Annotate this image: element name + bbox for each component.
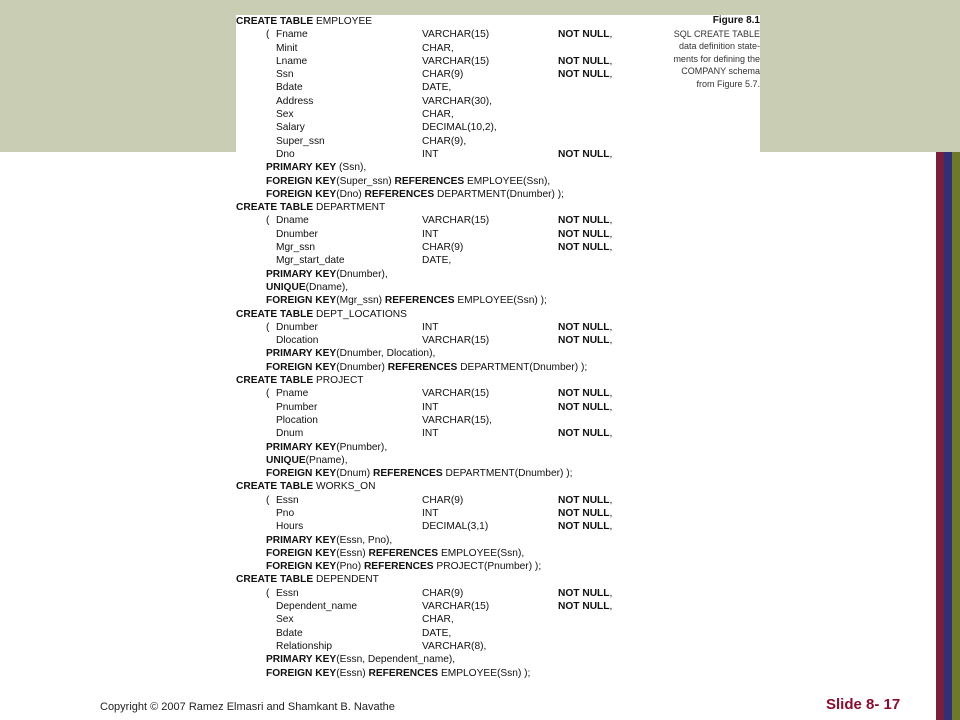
column-type: DATE, — [422, 82, 452, 94]
sql-line — [236, 560, 636, 573]
column-type: CHAR, — [422, 614, 454, 626]
sql-text: (Dno) — [336, 188, 365, 200]
sql-punctuation: , — [609, 494, 613, 506]
sql-text: (Essn) — [336, 667, 369, 679]
sql-line — [236, 401, 636, 414]
sql-statement — [236, 15, 372, 28]
column-name: Dname — [276, 215, 309, 227]
column-name: Relationship — [276, 640, 333, 652]
sql-line — [236, 454, 636, 467]
sql-keyword: FOREIGN KEY — [266, 175, 337, 187]
sql-line — [236, 374, 636, 387]
sql-text: EMPLOYEE(Ssn) ); — [454, 295, 547, 307]
sql-statement — [266, 268, 388, 281]
sql-line — [236, 494, 636, 507]
column-type: INT — [422, 428, 439, 440]
sql-code-block — [236, 15, 636, 680]
sql-line — [236, 547, 636, 560]
sql-keyword: CREATE TABLE — [236, 574, 314, 586]
sql-line — [236, 640, 636, 653]
sql-keyword: NOT NULL — [558, 601, 610, 613]
sql-keyword: PRIMARY KEY — [266, 162, 337, 174]
sql-keyword: FOREIGN KEY — [266, 361, 337, 373]
sql-text: DEPARTMENT(Dnumber) ); — [442, 468, 573, 480]
sql-line — [236, 294, 636, 307]
sql-keyword: NOT NULL — [558, 401, 610, 413]
sql-keyword: NOT NULL — [558, 228, 610, 240]
sql-text: (Super_ssn) — [336, 175, 395, 187]
sql-text: (Pname), — [305, 454, 348, 466]
column-name: Sex — [276, 614, 294, 626]
sql-keyword: FOREIGN KEY — [266, 561, 337, 573]
sql-statement — [236, 201, 385, 214]
sql-statement — [266, 547, 524, 560]
column-name: Essn — [276, 587, 299, 599]
column-name: Pnumber — [276, 401, 318, 413]
sql-keyword: REFERENCES — [394, 175, 465, 187]
sql-line — [236, 321, 636, 334]
column-name: Mgr_start_date — [276, 255, 345, 267]
sql-line — [236, 28, 636, 41]
sql-line — [236, 108, 636, 121]
sql-keyword: NOT NULL — [558, 507, 610, 519]
sql-line — [236, 507, 636, 520]
caption-line: ments for defining the — [673, 53, 760, 64]
sql-text: (Dname), — [305, 281, 349, 293]
sql-line — [236, 467, 636, 480]
column-type: INT — [422, 148, 439, 160]
sql-text: (Ssn), — [336, 162, 367, 174]
sql-keyword: PRIMARY KEY — [266, 268, 337, 280]
sql-statement — [266, 534, 392, 547]
sql-punctuation: , — [609, 335, 613, 347]
sql-line — [236, 387, 636, 400]
column-name: Dnum — [276, 428, 304, 440]
sql-line — [236, 121, 636, 134]
column-name: Minit — [276, 42, 298, 54]
not-null-constraint — [558, 387, 612, 400]
not-null-constraint — [558, 587, 612, 600]
sql-line — [236, 268, 636, 281]
sql-punctuation: , — [609, 428, 613, 440]
sql-line — [236, 667, 636, 680]
column-type: VARCHAR(15) — [422, 29, 490, 41]
sql-line — [236, 347, 636, 360]
sql-keyword: FOREIGN KEY — [266, 295, 337, 307]
sql-line — [236, 254, 636, 267]
sql-text: (Essn) — [336, 547, 369, 559]
sql-keyword: REFERENCES — [364, 188, 435, 200]
sql-keyword: PRIMARY KEY — [266, 348, 337, 360]
column-name: Sex — [276, 109, 294, 121]
sql-statement — [236, 573, 379, 586]
sql-keyword: NOT NULL — [558, 587, 610, 599]
column-name: Pno — [276, 507, 295, 519]
sql-punctuation: , — [609, 215, 613, 227]
copyright-text: Copyright © 2007 Ramez Elmasri and Shamkant B. Navathe — [100, 701, 395, 713]
sql-statement — [266, 441, 387, 454]
sql-text: EMPLOYEE — [313, 16, 373, 27]
column-name: Address — [276, 95, 314, 107]
sql-statement — [236, 480, 375, 493]
column-type: VARCHAR(15) — [422, 335, 490, 347]
column-type: CHAR, — [422, 42, 454, 54]
sql-text: (Essn, Pno), — [336, 534, 393, 546]
not-null-constraint — [558, 494, 612, 507]
sql-keyword: NOT NULL — [558, 521, 610, 533]
column-type: CHAR(9), — [422, 135, 467, 147]
column-type: VARCHAR(15) — [422, 601, 490, 613]
sql-keyword: REFERENCES — [387, 361, 458, 373]
sql-text: (Pnumber), — [336, 441, 388, 453]
sql-statement — [266, 294, 547, 307]
sql-text: WORKS_ON — [313, 481, 376, 493]
sql-line — [236, 653, 636, 666]
sql-text: DEPARTMENT(Dnumber) ); — [457, 361, 588, 373]
column-type: CHAR(9) — [422, 69, 464, 81]
sql-keyword: REFERENCES — [368, 667, 439, 679]
sql-statement — [236, 374, 364, 387]
column-type: VARCHAR(15) — [422, 55, 490, 67]
sql-line — [236, 414, 636, 427]
sql-statement — [266, 188, 564, 201]
sql-line — [236, 600, 636, 613]
sql-punctuation: , — [609, 388, 613, 400]
sql-line — [236, 573, 636, 586]
sql-text: EMPLOYEE(Ssn) ); — [438, 667, 531, 679]
caption-line: COMPANY schema — [681, 66, 760, 77]
sql-keyword: PRIMARY KEY — [266, 654, 337, 666]
open-paren: ( — [266, 494, 270, 506]
sql-punctuation: , — [609, 401, 613, 413]
sql-line — [236, 175, 636, 188]
sql-text: DEPENDENT — [313, 574, 379, 586]
column-name: Bdate — [276, 627, 303, 639]
sql-punctuation: , — [609, 321, 613, 333]
sql-keyword: CREATE TABLE — [236, 481, 314, 493]
sql-line — [236, 361, 636, 374]
column-type: CHAR(9) — [422, 494, 464, 506]
sql-line — [236, 427, 636, 440]
sql-statement — [236, 308, 407, 321]
column-name: Dependent_name — [276, 601, 357, 613]
caption-line: from Figure 5.7. — [696, 78, 760, 89]
sql-punctuation: , — [609, 29, 613, 41]
not-null-constraint — [558, 55, 612, 68]
column-name: Lname — [276, 55, 308, 67]
sql-keyword: FOREIGN KEY — [266, 188, 337, 200]
column-name: Dnumber — [276, 321, 318, 333]
not-null-constraint — [558, 520, 612, 533]
column-type: CHAR, — [422, 109, 454, 121]
sql-keyword: NOT NULL — [558, 29, 610, 41]
sql-line — [236, 627, 636, 640]
sql-figure — [236, 15, 760, 690]
sql-text: PROJECT — [313, 375, 364, 387]
column-type: VARCHAR(15) — [422, 215, 490, 227]
not-null-constraint — [558, 334, 612, 347]
sql-text: DEPT_LOCATIONS — [313, 308, 407, 320]
sql-keyword: NOT NULL — [558, 321, 610, 333]
caption-line: SQL CREATE TABLE — [673, 28, 760, 39]
column-name: Fname — [276, 29, 308, 41]
sql-text: (Dnumber) — [336, 361, 388, 373]
sql-line — [236, 95, 636, 108]
not-null-constraint — [558, 28, 612, 41]
column-type: DATE, — [422, 255, 452, 267]
sql-punctuation: , — [609, 69, 613, 81]
decorative-stripes — [936, 152, 960, 720]
not-null-constraint — [558, 214, 612, 227]
stripe-3 — [952, 152, 960, 720]
sql-line — [236, 241, 636, 254]
not-null-constraint — [558, 427, 612, 440]
caption-line: data definition state- — [678, 41, 760, 52]
sql-punctuation: , — [609, 587, 613, 599]
column-name: Hours — [276, 521, 304, 533]
sql-line — [236, 308, 636, 321]
sql-statement — [266, 653, 455, 666]
sql-keyword: NOT NULL — [558, 242, 610, 254]
column-name: Bdate — [276, 82, 303, 94]
sql-line — [236, 281, 636, 294]
sql-line — [236, 15, 636, 28]
sql-text: PROJECT(Pnumber) ); — [433, 561, 542, 573]
sql-statement — [266, 281, 348, 294]
sql-text: EMPLOYEE(Ssn), — [438, 547, 525, 559]
not-null-constraint — [558, 148, 612, 161]
sql-keyword: NOT NULL — [558, 428, 610, 440]
sql-text: (Dnumber), — [336, 268, 388, 280]
sql-keyword: FOREIGN KEY — [266, 547, 337, 559]
sql-keyword: NOT NULL — [558, 55, 610, 67]
sql-statement — [266, 361, 587, 374]
sql-text: EMPLOYEE(Ssn), — [464, 175, 551, 187]
sql-line — [236, 135, 636, 148]
column-name: Salary — [276, 122, 305, 134]
column-type: DECIMAL(10,2), — [422, 122, 497, 134]
sql-line — [236, 534, 636, 547]
column-type: DATE, — [422, 627, 452, 639]
sql-statement — [266, 667, 530, 680]
sql-punctuation: , — [609, 601, 613, 613]
not-null-constraint — [558, 228, 612, 241]
sql-keyword: UNIQUE — [266, 454, 306, 466]
column-name: Mgr_ssn — [276, 242, 316, 254]
column-type: VARCHAR(15), — [422, 414, 493, 426]
sql-keyword: NOT NULL — [558, 215, 610, 227]
slide-number: Slide 8- 17 — [826, 696, 901, 713]
sql-statement — [266, 161, 366, 174]
sql-punctuation: , — [609, 148, 613, 160]
caption-title: Figure 8.1 — [712, 15, 760, 26]
sql-line — [236, 228, 636, 241]
open-paren: ( — [266, 388, 270, 400]
column-type: CHAR(9) — [422, 587, 464, 599]
sql-keyword: NOT NULL — [558, 69, 610, 81]
sql-line — [236, 201, 636, 214]
column-type: INT — [422, 228, 439, 240]
sql-statement — [266, 467, 572, 480]
sql-statement — [266, 454, 348, 467]
sql-line — [236, 214, 636, 227]
sql-line — [236, 68, 636, 81]
sql-keyword: REFERENCES — [368, 547, 439, 559]
sql-line — [236, 161, 636, 174]
sql-text: (Dnumber, Dlocation), — [336, 348, 436, 360]
sql-line — [236, 148, 636, 161]
sql-line — [236, 334, 636, 347]
column-type: VARCHAR(8), — [422, 640, 487, 652]
sql-keyword: PRIMARY KEY — [266, 441, 337, 453]
sql-keyword: REFERENCES — [363, 561, 434, 573]
column-name: Plocation — [276, 414, 318, 426]
sql-line — [236, 520, 636, 533]
sql-statement — [266, 175, 550, 188]
sql-keyword: NOT NULL — [558, 494, 610, 506]
open-paren: ( — [266, 321, 270, 333]
sql-line — [236, 81, 636, 94]
stripe-1 — [936, 152, 944, 720]
column-name: Dlocation — [276, 335, 319, 347]
sql-keyword: FOREIGN KEY — [266, 468, 337, 480]
sql-text: (Dnum) — [336, 468, 373, 480]
column-name: Dno — [276, 148, 295, 160]
sql-line — [236, 587, 636, 600]
column-name: Pname — [276, 388, 309, 400]
sql-keyword: REFERENCES — [384, 295, 455, 307]
open-paren: ( — [266, 29, 270, 41]
sql-line — [236, 188, 636, 201]
sql-keyword: CREATE TABLE — [236, 202, 314, 214]
sql-statement — [266, 347, 435, 360]
not-null-constraint — [558, 68, 612, 81]
column-type: CHAR(9) — [422, 242, 464, 254]
open-paren: ( — [266, 215, 270, 227]
column-type: INT — [422, 321, 439, 333]
not-null-constraint — [558, 321, 612, 334]
sql-text: DEPARTMENT(Dnumber) ); — [434, 188, 564, 200]
column-type: INT — [422, 401, 439, 413]
sql-punctuation: , — [609, 521, 613, 533]
sql-keyword: UNIQUE — [266, 281, 306, 293]
sql-text: DEPARTMENT — [313, 202, 386, 214]
sql-keyword: CREATE TABLE — [236, 308, 314, 320]
sql-line — [236, 55, 636, 68]
sql-keyword: NOT NULL — [558, 388, 610, 400]
not-null-constraint — [558, 401, 612, 414]
sql-keyword: FOREIGN KEY — [266, 667, 337, 679]
sql-line — [236, 480, 636, 493]
sql-line — [236, 613, 636, 626]
stripe-2 — [944, 152, 952, 720]
column-type: VARCHAR(30), — [422, 95, 493, 107]
sql-text: (Pno) — [336, 561, 364, 573]
sql-punctuation: , — [609, 228, 613, 240]
sql-keyword: REFERENCES — [373, 468, 443, 480]
column-name: Essn — [276, 494, 299, 506]
not-null-constraint — [558, 600, 612, 613]
sql-line — [236, 42, 636, 55]
sql-text: (Essn, Dependent_name), — [336, 654, 456, 666]
sql-statement — [266, 560, 541, 573]
not-null-constraint — [558, 241, 612, 254]
sql-punctuation: , — [609, 507, 613, 519]
sql-text: (Mgr_ssn) — [336, 295, 385, 307]
sql-keyword: NOT NULL — [558, 335, 610, 347]
open-paren: ( — [266, 587, 270, 599]
column-name: Dnumber — [276, 228, 318, 240]
sql-keyword: CREATE TABLE — [236, 16, 314, 27]
column-name: Ssn — [276, 69, 294, 81]
sql-keyword: CREATE TABLE — [236, 375, 314, 387]
column-type: DECIMAL(3,1) — [422, 521, 489, 533]
column-name: Super_ssn — [276, 135, 325, 147]
sql-keyword: NOT NULL — [558, 148, 610, 160]
sql-punctuation: , — [609, 55, 613, 67]
sql-keyword: PRIMARY KEY — [266, 534, 337, 546]
column-type: VARCHAR(15) — [422, 388, 490, 400]
sql-punctuation: , — [609, 242, 613, 254]
sql-line — [236, 441, 636, 454]
column-type: INT — [422, 507, 439, 519]
not-null-constraint — [558, 507, 612, 520]
figure-caption — [645, 15, 760, 91]
